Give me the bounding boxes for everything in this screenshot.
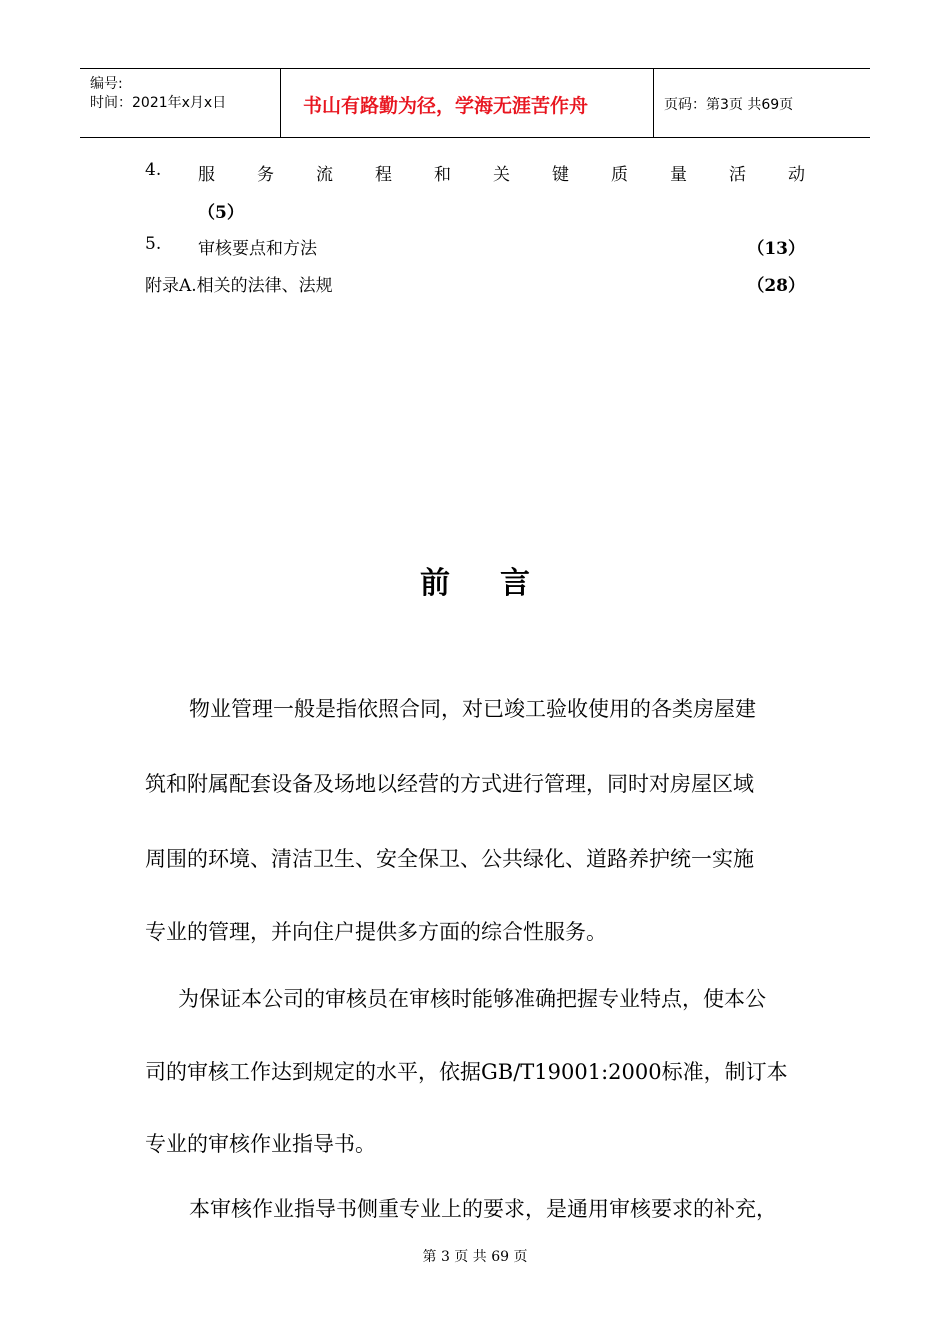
toc-entry-page: （28） — [747, 276, 805, 296]
header-motto — [281, 69, 654, 137]
toc-entry-page: （5） — [198, 203, 244, 223]
page-info-text: 页码：第3页 共69页 — [664, 97, 794, 113]
toc-char: 和 — [434, 165, 451, 185]
paragraph-line: 司的审核工作达到规定的水平，依据GB/T19001:2000标准，制订本 — [145, 1060, 788, 1084]
toc-char: 务 — [257, 165, 274, 185]
toc-char: 键 — [552, 165, 569, 185]
motto-text: 书山有路勤为径，学海无涯苦作舟 — [303, 95, 589, 117]
number-label: 编号: — [90, 76, 123, 92]
paragraph-line: 筑和附属配套设备及场地以经营的方式进行管理，同时对房屋区域 — [145, 772, 754, 796]
paragraph-line: 专业的审核作业指导书。 — [145, 1132, 376, 1156]
paragraph-line: 为保证本公司的审核员在审核时能够准确把握专业特点，使本公 — [178, 987, 766, 1011]
page-header — [80, 68, 870, 138]
header-meta — [80, 69, 281, 137]
toc-char: 质 — [611, 165, 628, 185]
toc-char: 动 — [788, 165, 805, 185]
toc-char: 关 — [493, 165, 510, 185]
toc-entry-5[interactable] — [145, 234, 805, 258]
toc-char: 流 — [316, 165, 333, 185]
toc-entry-number: 4. — [145, 160, 162, 180]
header-page-info — [654, 69, 870, 137]
paragraph-line: 专业的管理，并向住户提供多方面的综合性服务。 — [145, 920, 607, 944]
toc-char: 量 — [670, 165, 687, 185]
time-label: 时间：2021年x月x日 — [90, 95, 227, 111]
page-footer: 第 3 页 共 69 页 — [422, 1249, 528, 1265]
toc-char: 活 — [729, 165, 746, 185]
section-title: 前言 — [420, 566, 580, 601]
paragraph-line: 周围的环境、清洁卫生、安全保卫、公共绿化、道路养护统一实施 — [145, 847, 754, 871]
toc-entry-number: 5. — [145, 234, 162, 254]
toc-char: 程 — [375, 165, 392, 185]
toc-entry-page: （13） — [747, 239, 805, 259]
toc-entry-title — [198, 160, 805, 185]
toc-entry-appendix-a[interactable] — [145, 271, 805, 295]
toc-entry-4[interactable] — [145, 160, 805, 184]
toc-entry-title: 附录A.相关的法律、法规 — [145, 276, 333, 296]
toc-entry-4-page — [145, 198, 805, 222]
toc-char: 服 — [198, 165, 215, 185]
toc-entry-title: 审核要点和方法 — [198, 239, 317, 259]
paragraph-line: 物业管理一般是指依照合同，对已竣工验收使用的各类房屋建 — [189, 697, 756, 721]
paragraph-line: 本审核作业指导书侧重专业上的要求，是通用审核要求的补充， — [189, 1197, 777, 1221]
